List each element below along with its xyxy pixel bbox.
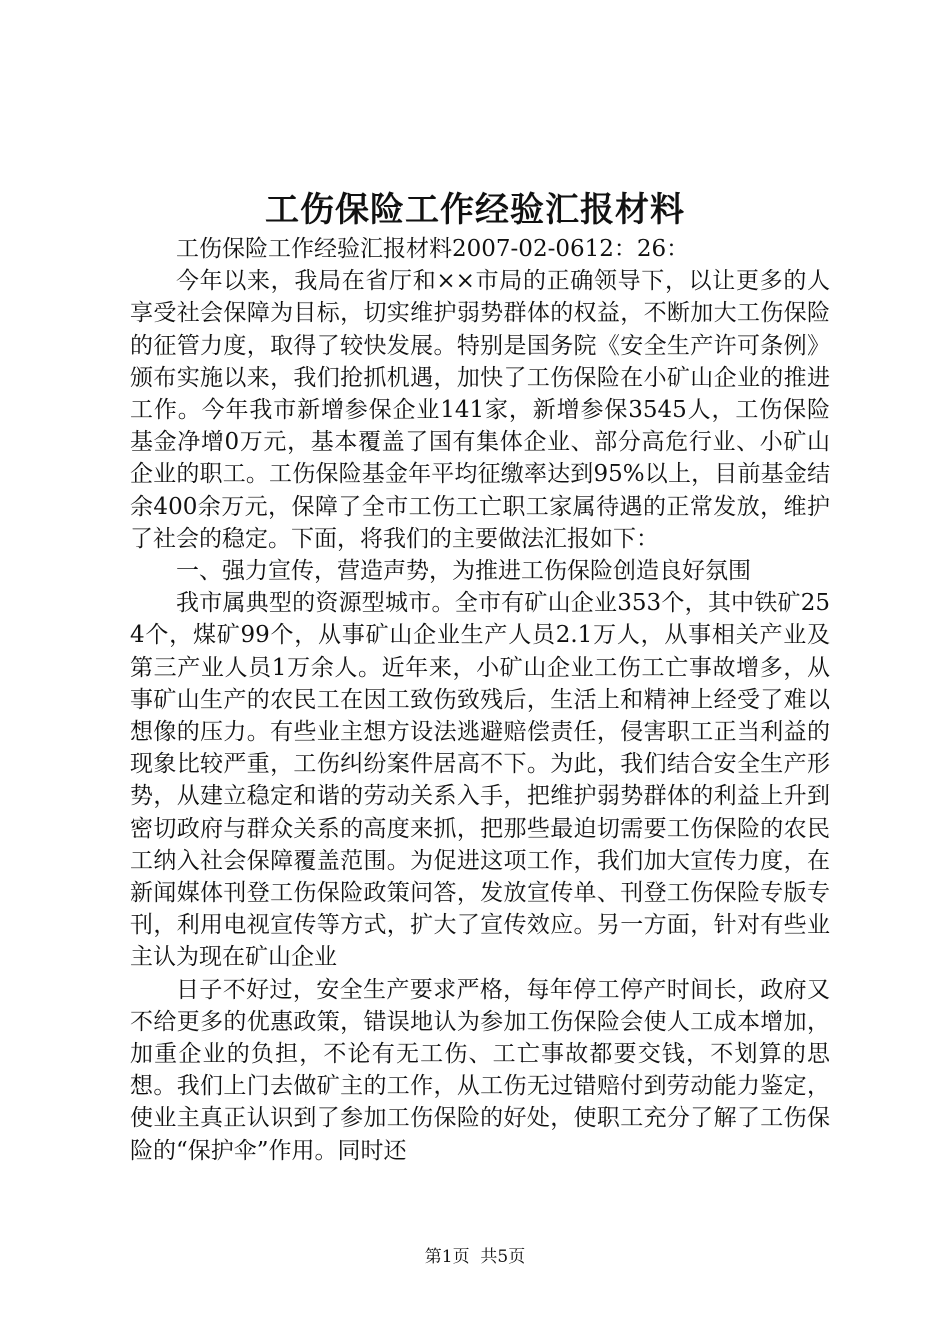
paragraph-continued: 日子不好过，安全生产要求严格，每年停工停产时间长，政府又不给更多的优惠政策，错误地认为参加工伤保险会使人工成本增加，加重企业的负担，不论有无工伤、工亡事故都要交钱，不划算的思想。我们上门去做矿主的工作，从工伤无过错赔付到劳动能力鉴定，使业主真正认识到了参加工伤保险的好处，使职工充分了解了工伤保险的“保护伞”作用。同时还 xyxy=(130,976,830,1164)
page-number: 第1页 xyxy=(424,1247,470,1267)
paragraph-header-line: 工伤保险工作经验汇报材料2007-02-0612：26： xyxy=(176,236,690,262)
paragraph-section-1: 我市属典型的资源型城市。全市有矿山企业353个，其中铁矿254个，煤矿99个，从事矿山企业生产人员2.1万人，从事相关产业及第三产业人员1万余人。近年来，小矿山企业工伤工亡事故增多，从事矿山生产的农民工在因工致伤致残后，生活上和精神上经受了难以想像的压力。有些业主想方设法逃避赔偿责任，侵害职工正当利益的现象比较严重，工伤纠纷案件居高不下。为此，我们结合安全生产形势，从建立稳定和谐的劳动关系入手，把维护弱势群体的利益上升到密切政府与群众关系的高度来抓，把那些最迫切需要工伤保险的农民工纳入社会保障覆盖范围。为促进这项工作，我们加大宣传力度，在新闻媒体刊登工伤保险政策问答，发放宣传单、刊登工伤保险专版专刊，利用电视宣传等方式，扩大了宣传效应。另一方面，针对有些业主认为现在矿山企业 xyxy=(130,590,830,971)
document-title: 工伤保险工作经验汇报材料 xyxy=(265,190,685,230)
paragraph-intro: 今年以来，我局在省厅和××市局的正确领导下，以让更多的人享受社会保障为目标，切实维护弱势群体的权益，不断加大工伤保险的征管力度，取得了较快发展。特别是国务院《安全生产许可条例》颁布实施以来，我们抢抓机遇，加快了工伤保险在小矿山企业的推进工作。今年我市新增参保企业141家，新增参保3545人，工伤保险基金净增0万元，基本覆盖了国有集体企业、部分高危行业、小矿山企业的职工。工伤保险基金年平均征缴率达到95%以上，目前基金结余400余万元，保障了全市工伤工亡职工家属待遇的正常发放，维护了社会的稳定。下面，将我们的主要做法汇报如下： xyxy=(130,268,830,552)
section-heading-1: 一、强力宣传，营造声势，为推进工伤保险创造良好氛围 xyxy=(176,558,751,585)
document-body xyxy=(130,233,830,1167)
page-total: 共5页 xyxy=(480,1247,526,1267)
page-footer xyxy=(0,1245,950,1269)
